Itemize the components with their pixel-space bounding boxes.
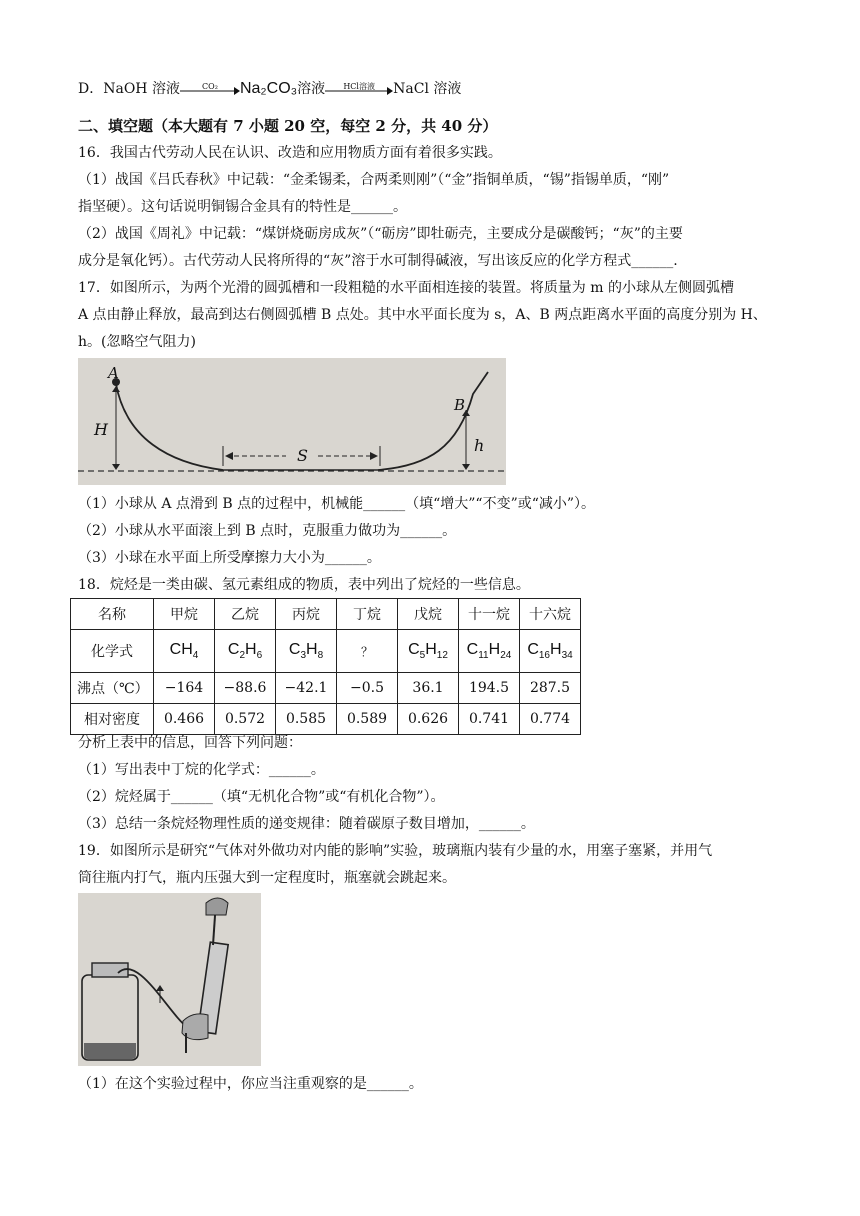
- reaction-arrow-1: CO₂: [180, 79, 240, 99]
- reaction-arrow-2: HCl溶液: [325, 79, 393, 99]
- na2co3-formula: Na₂CO₃: [239, 80, 298, 97]
- q17-l1: 17．如图所示，为两个光滑的圆弧槽和一段粗糙的水平面相连接的装置。将质量为 m 的小球从左侧圆弧槽: [78, 280, 734, 296]
- q16-stem: 16．我国古代劳动人民在认识、改造和应用物质方面有着很多实践。: [78, 145, 502, 161]
- q17-p2: （2）小球从水平面滚上到 B 点时，克服重力做功为______。: [78, 523, 457, 539]
- q17-l2: A 点由静止释放，最高到达右侧圆弧槽 B 点处。其中水平面长度为 s，A、B 两点距离水平面的高度分别为 H、: [78, 307, 767, 323]
- option-d: D．NaOH 溶液 CO₂ Na₂CO₃溶液 HCl溶液 NaCl 溶液: [78, 80, 462, 97]
- unknown-formula: ？: [337, 630, 398, 673]
- q16-p1b: 指坚硬）。这句话说明铜锡合金具有的特性是______。: [78, 199, 407, 215]
- q16-p2b: 成分是氧化钙）。古代劳动人民将所得的“灰”溶于水可制得碱液，写出该反应的化学方程式______.: [78, 253, 678, 269]
- row-header: 沸点（℃）: [71, 673, 154, 704]
- row-header: 相对密度: [71, 704, 154, 735]
- q16-p2a: （2）战国《周礼》中记载：“煤饼烧砺房成灰”（“砺房”即牡砺壳，主要成分是碳酸钙；“灰”的主要: [78, 226, 683, 242]
- q17-l3: h。(忽略空气阻力): [78, 334, 196, 350]
- q18-intro: 分析上表中的信息，回答下列问题：: [78, 735, 302, 751]
- label-s: S: [297, 446, 308, 465]
- q17-p3: （3）小球在水平面上所受摩擦力大小为______。: [78, 550, 381, 566]
- bottle-pump-figure: [78, 893, 261, 1066]
- alkane-table: [70, 598, 581, 735]
- q19-l2: 筒往瓶内打气，瓶内压强大到一定程度时，瓶塞就会跳起来。: [78, 870, 456, 886]
- q18-p3: （3）总结一条烷烃物理性质的递变规律：随着碳原子数目增加，______。: [78, 816, 535, 832]
- section-title: 二、填空题（本大题有 7 小题 20 空，每空 2 分，共 40 分）: [78, 117, 498, 135]
- row-header: 名称: [71, 599, 154, 630]
- q18-p2: （2）烷烃属于______（填“无机化合物”或“有机化合物”）。: [78, 789, 445, 805]
- q19-p1: （1）在这个实验过程中，你应当注重观察的是______。: [78, 1076, 423, 1092]
- arc-track-figure: [78, 358, 506, 485]
- row-header: 化学式: [71, 630, 154, 673]
- label-a: A: [108, 364, 119, 382]
- q17-p1: （1）小球从 A 点滑到 B 点的过程中，机械能______（填“增大”“不变”或“减小”）。: [78, 496, 596, 512]
- q16-p1a: （1）战国《吕氏春秋》中记载：“金柔锡柔，合两柔则刚”（“金”指铜单质，“锡”指锡单质，“刚”: [78, 172, 670, 188]
- label-h: h: [474, 436, 485, 455]
- label-b: B: [454, 396, 466, 414]
- q19-l1: 19．如图所示是研究“气体对外做功对内能的影响”实验，玻璃瓶内装有少量的水，用塞子塞紧，并用气: [78, 843, 713, 859]
- table-row: 相对密度 0.466 0.572 0.585 0.589 0.626 0.741 0.774: [71, 704, 581, 735]
- table-row: 化学式 $CH_4$ $C_2H_6$ $C_3H_8$ ？ $C_5H_{12}$ $C_{11}H_{24}$ $C_{16}H_{34}$: [71, 630, 581, 673]
- table-row: 沸点（℃） −164 −88.6 −42.1 −0.5 36.1 194.5 287.5: [71, 673, 581, 704]
- q18-stem: 18．烷烃是一类由碳、氢元素组成的物质，表中列出了烷烃的一些信息。: [78, 577, 530, 593]
- label-H: H: [94, 420, 108, 439]
- q18-p1: （1）写出表中丁烷的化学式：______。: [78, 762, 325, 778]
- table-row: 名称 甲烷 乙烷 丙烷 丁烷 戊烷 十一烷 十六烷: [71, 599, 581, 630]
